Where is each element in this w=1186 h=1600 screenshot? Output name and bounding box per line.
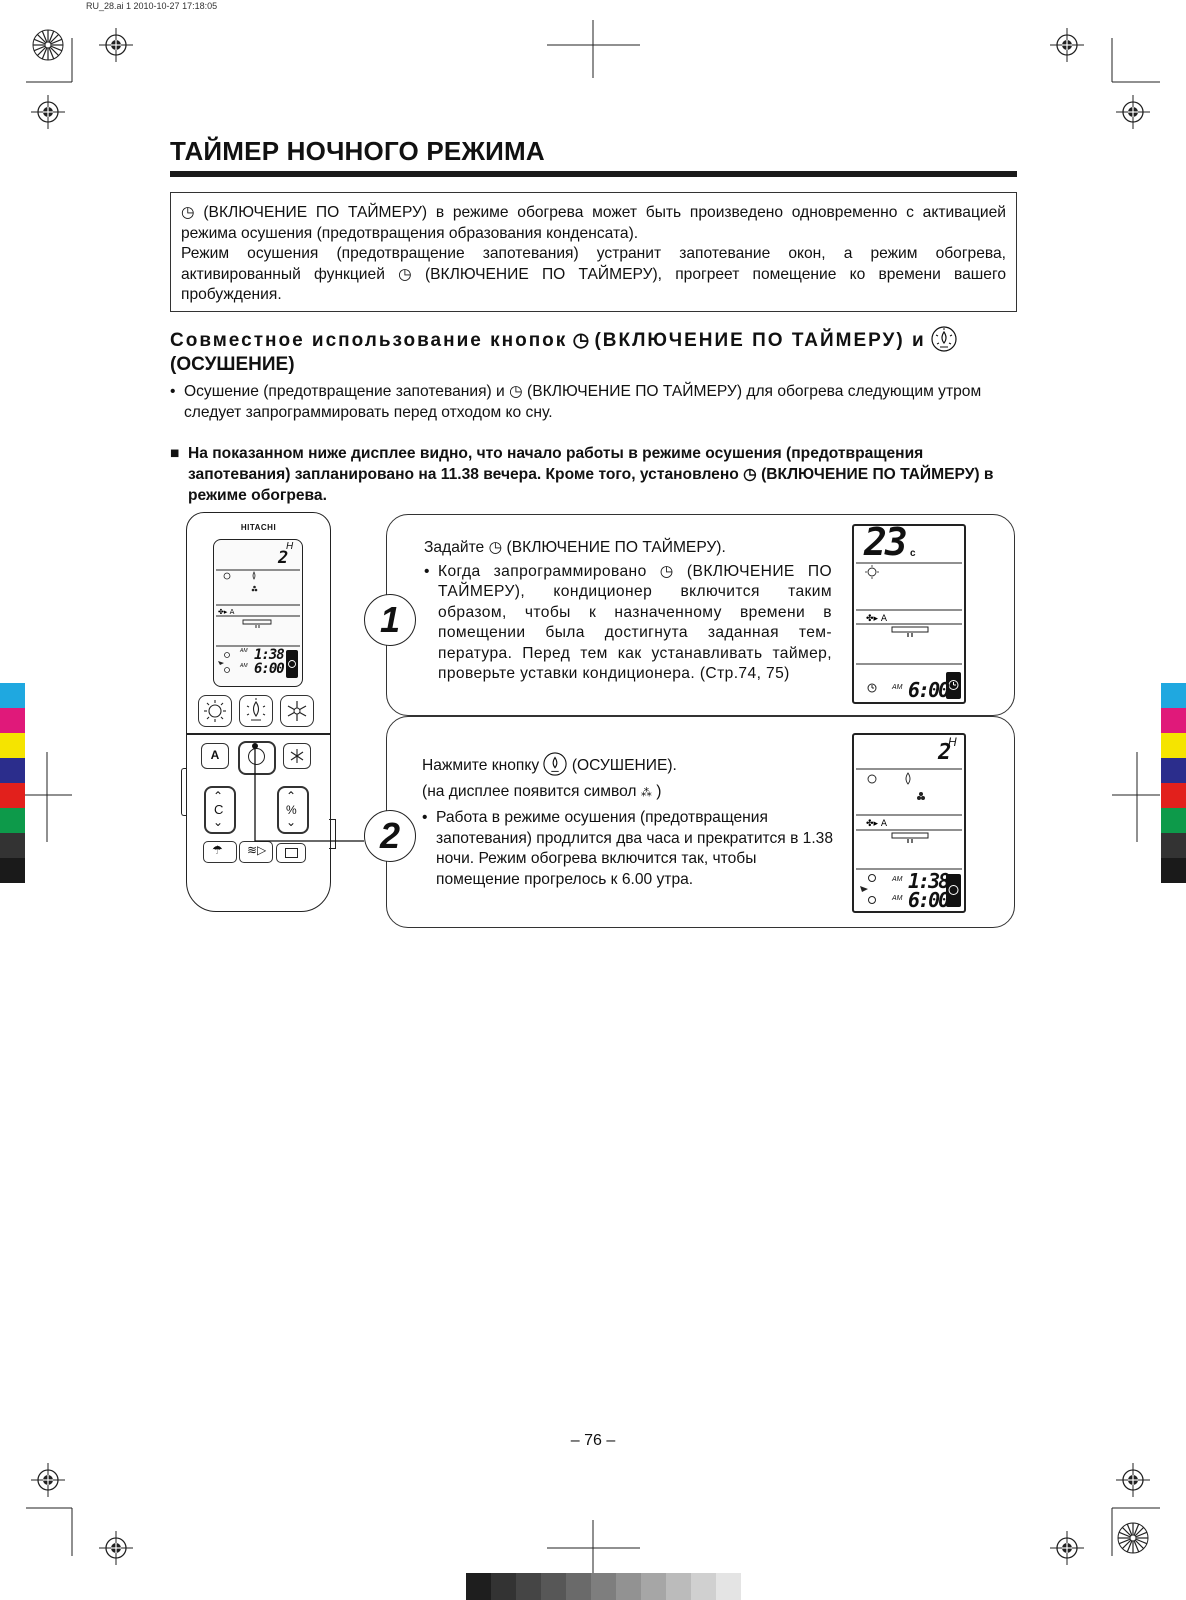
intro-bullet: • Осушение (предотвращение запотевания) и ◷ (ВКЛЮЧЕНИЕ ПО ТАЙМЕРУ) для обогрева следующим утром следует запрограммировать перед отходом ко сну.: [170, 383, 982, 421]
percent-label: %: [286, 803, 297, 817]
display-note: ■ На показанном ниже дисплее видно, что начало работы в режиме осушения (предотвращения запотевания) запланировано на 11.38 вечера. Кроме того, установлено ◷ (ВКЛЮЧЕНИЕ ПО ТАЙМЕРУ) в режиме обогрева.: [170, 445, 994, 504]
swatch-blue: [0, 758, 25, 783]
grey-step: [591, 1573, 616, 1600]
info-paragraph-1: ◷ (ВКЛЮЧЕНИЕ ПО ТАЙМЕРУ) в режиме обогрева может быть произведено одновременно с активацией режима осушения (предотвращения образования конденсата).: [181, 204, 1006, 242]
step-1-lcd-time: 6:00: [908, 678, 949, 702]
timer-on-icon: ◷: [488, 539, 503, 556]
grey-step: [641, 1573, 666, 1600]
grey-step: [566, 1573, 591, 1600]
swatch-magenta: [0, 708, 25, 733]
grey-step: [516, 1573, 541, 1600]
color-bar-right: [1161, 683, 1186, 883]
grey-step: [616, 1573, 641, 1600]
svg-text:✤▸ A: ✤▸ A: [866, 614, 888, 624]
swatch-green: [1161, 808, 1186, 833]
grey-scale-bar: [466, 1573, 741, 1600]
temp-down-icon: ⌄: [213, 815, 224, 829]
step-2-lcd-am-2: AM: [892, 895, 903, 902]
lcd-time-2: 6:00: [254, 661, 284, 677]
humidity-up-icon: ⌃: [286, 789, 297, 803]
grey-step: [466, 1573, 491, 1600]
bullet-dot: •: [170, 383, 176, 400]
timer-on-icon: ◷: [659, 562, 674, 580]
timer-on-icon: ◷: [181, 204, 195, 221]
grey-step: [541, 1573, 566, 1600]
grey-step: [691, 1573, 716, 1600]
umbrella-icon: ☂: [212, 843, 223, 857]
lcd-am-1: AM: [240, 648, 248, 654]
swatch-cyan: [1161, 683, 1186, 708]
swatch-red: [0, 783, 25, 808]
airflow-icon: ≋▷: [247, 843, 267, 857]
info-paragraph-2: Режим осушения (предотвращение запотевания) устранит запотевание окон, а режим обогрева, активированный функцией ◷ (ВКЛЮЧЕНИЕ ПО ТАЙМЕРУ), прогреет помещение ко времени вашего пробуждения.: [181, 245, 1006, 303]
swatch-dark: [0, 833, 25, 858]
step-2-lcd-fan-level: 2: [938, 740, 952, 765]
lcd-time-1: 1:38: [254, 647, 284, 663]
page-number: – 76 –: [570, 1432, 616, 1449]
step-1-number: 1: [364, 594, 416, 646]
step-2-lcd-am-1: AM: [892, 876, 903, 883]
lcd-am-2: AM: [240, 663, 248, 669]
swatch-yellow: [1161, 733, 1186, 758]
step-2-lcd-time-2: 6:00: [908, 888, 949, 912]
grey-step: [666, 1573, 691, 1600]
timer-on-icon: ◷: [509, 383, 523, 400]
swatch-cyan: [0, 683, 25, 708]
swatch-yellow: [0, 733, 25, 758]
dehumidify-symbol-icon: ⁂: [640, 786, 652, 799]
humidity-down-icon: ⌄: [286, 815, 297, 829]
celsius-label: C: [214, 802, 224, 817]
step-1-lcd-temperature: 23: [864, 520, 906, 564]
timer-on-icon: ◷: [572, 330, 590, 351]
swatch-black: [1161, 858, 1186, 883]
swatch-blue: [1161, 758, 1186, 783]
section-heading: Совместное использование кнопок ◷ (ВКЛЮЧЕНИЕ ПО ТАЙМЕРУ) и (ОСУШЕНИЕ): [170, 326, 1020, 377]
auto-label: A: [210, 748, 220, 762]
color-bar-left: [0, 683, 25, 883]
grey-step: [491, 1573, 516, 1600]
step-2-lcd-h: H: [948, 735, 957, 749]
svg-text:✤▸ A: ✤▸ A: [218, 608, 235, 616]
step-2-lcd-time-1: 1:38: [908, 869, 949, 893]
file-slug: RU_28.ai 1 2010-10-27 17:18:05: [86, 1, 218, 11]
bullet-dot: •: [424, 562, 430, 580]
step-1-lcd-am: AM: [892, 684, 903, 691]
swatch-dark: [1161, 833, 1186, 858]
temp-up-icon: ⌃: [213, 789, 224, 803]
step-1-bullet: • Когда запрограммировано ◷ (ВКЛЮЧЕНИЕ ПО ТАЙМЕРУ), кондиционер включится таким образом, чтобы к назначенному времени в помещении была достигнута заданная тем-пература. Перед тем как устанавливать таймер, проверьте уставки кондиционера. (Стр.74, 75): [424, 562, 832, 685]
step-2-intro: Нажмите кнопку (ОСУШЕНИЕ).: [422, 752, 834, 777]
svg-text:✤▸ A: ✤▸ A: [866, 819, 888, 829]
swatch-magenta: [1161, 708, 1186, 733]
timer-on-icon: ◷: [743, 466, 757, 483]
step-2-line2: (на дисплее появится символ ⁂ ): [422, 782, 662, 800]
lcd-fan-level: 2: [278, 548, 289, 568]
swatch-red: [1161, 783, 1186, 808]
grey-step: [716, 1573, 741, 1600]
lcd-h: H: [286, 541, 294, 552]
swatch-black: [0, 858, 25, 883]
step-1-lcd-unit: c: [910, 548, 916, 559]
remote-brand: HITACHI: [240, 523, 277, 532]
timer-on-icon: ◷: [398, 265, 412, 283]
swatch-green: [0, 808, 25, 833]
step-2-number: 2: [364, 810, 416, 862]
page-title: ТАЙМЕР НОЧНОГО РЕЖИМА: [170, 136, 545, 166]
square-bullet: ■: [170, 445, 180, 462]
bullet-dot: •: [422, 809, 428, 826]
step-1-intro: Задайте ◷ (ВКЛЮЧЕНИЕ ПО ТАЙМЕРУ).: [424, 539, 726, 556]
step-2-bullet: • Работа в режиме осушения (предотвращения запотевания) продлится два часа и прекратится в 1.38 ночи. Режим обогрева включится так, чтобы помещение прогрелось к 6.00 утра.: [422, 808, 834, 890]
